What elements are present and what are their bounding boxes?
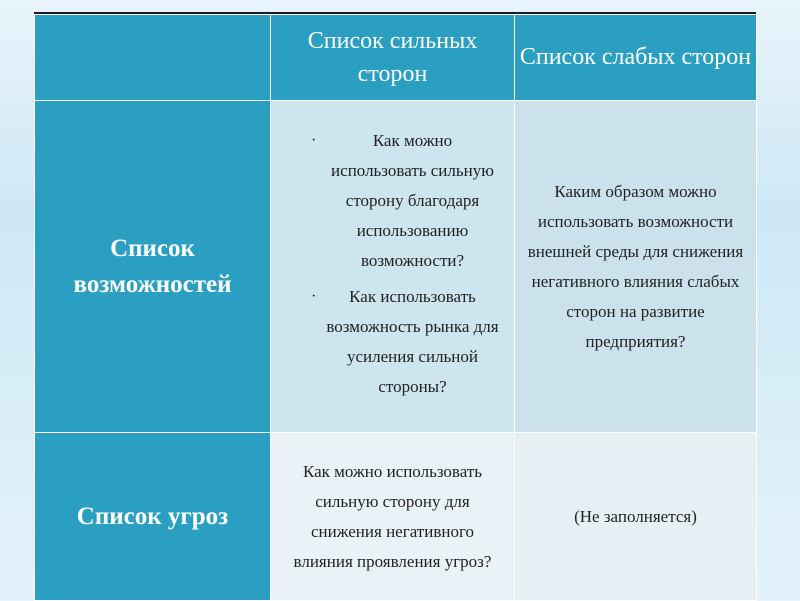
opportunities-row [35,101,757,433]
bullet-marker: · [311,131,317,149]
row-label-opportunities: Список возможностей [35,101,271,433]
corner-cell [35,15,271,101]
question-text: Как использовать возможность рынка для усиления сильной стороны? [326,286,499,396]
bullet-marker: · [311,287,317,305]
row-label-threats: Список угроз [35,433,271,601]
strength-opportunity-questions [271,126,514,402]
table-header-row [35,15,757,101]
list-item [285,282,506,402]
threats-row [35,433,757,601]
cell-opportunities-strengths [271,101,515,433]
question-text: Как можно использовать сильную сторону благодаря использованию возможности? [331,130,494,270]
not-filled-text: (Не заполняется) [574,506,697,526]
header-strengths: Список сильных сторон [271,15,515,101]
cell-opportunities-weaknesses [515,101,757,433]
question-text: Как можно использовать сильную сторону для снижения негативного влияния проявления угроз? [293,461,492,571]
question-text: Каким образом можно использовать возможности внешней среды для снижения негативного влияния слабых сторон на развитие предприятия? [527,181,744,351]
cell-threats-weaknesses [515,433,757,601]
header-weaknesses: Список слабых сторон [515,15,757,101]
list-item [285,126,506,276]
cell-threats-strengths [271,433,515,601]
swot-matrix-table [34,14,757,601]
